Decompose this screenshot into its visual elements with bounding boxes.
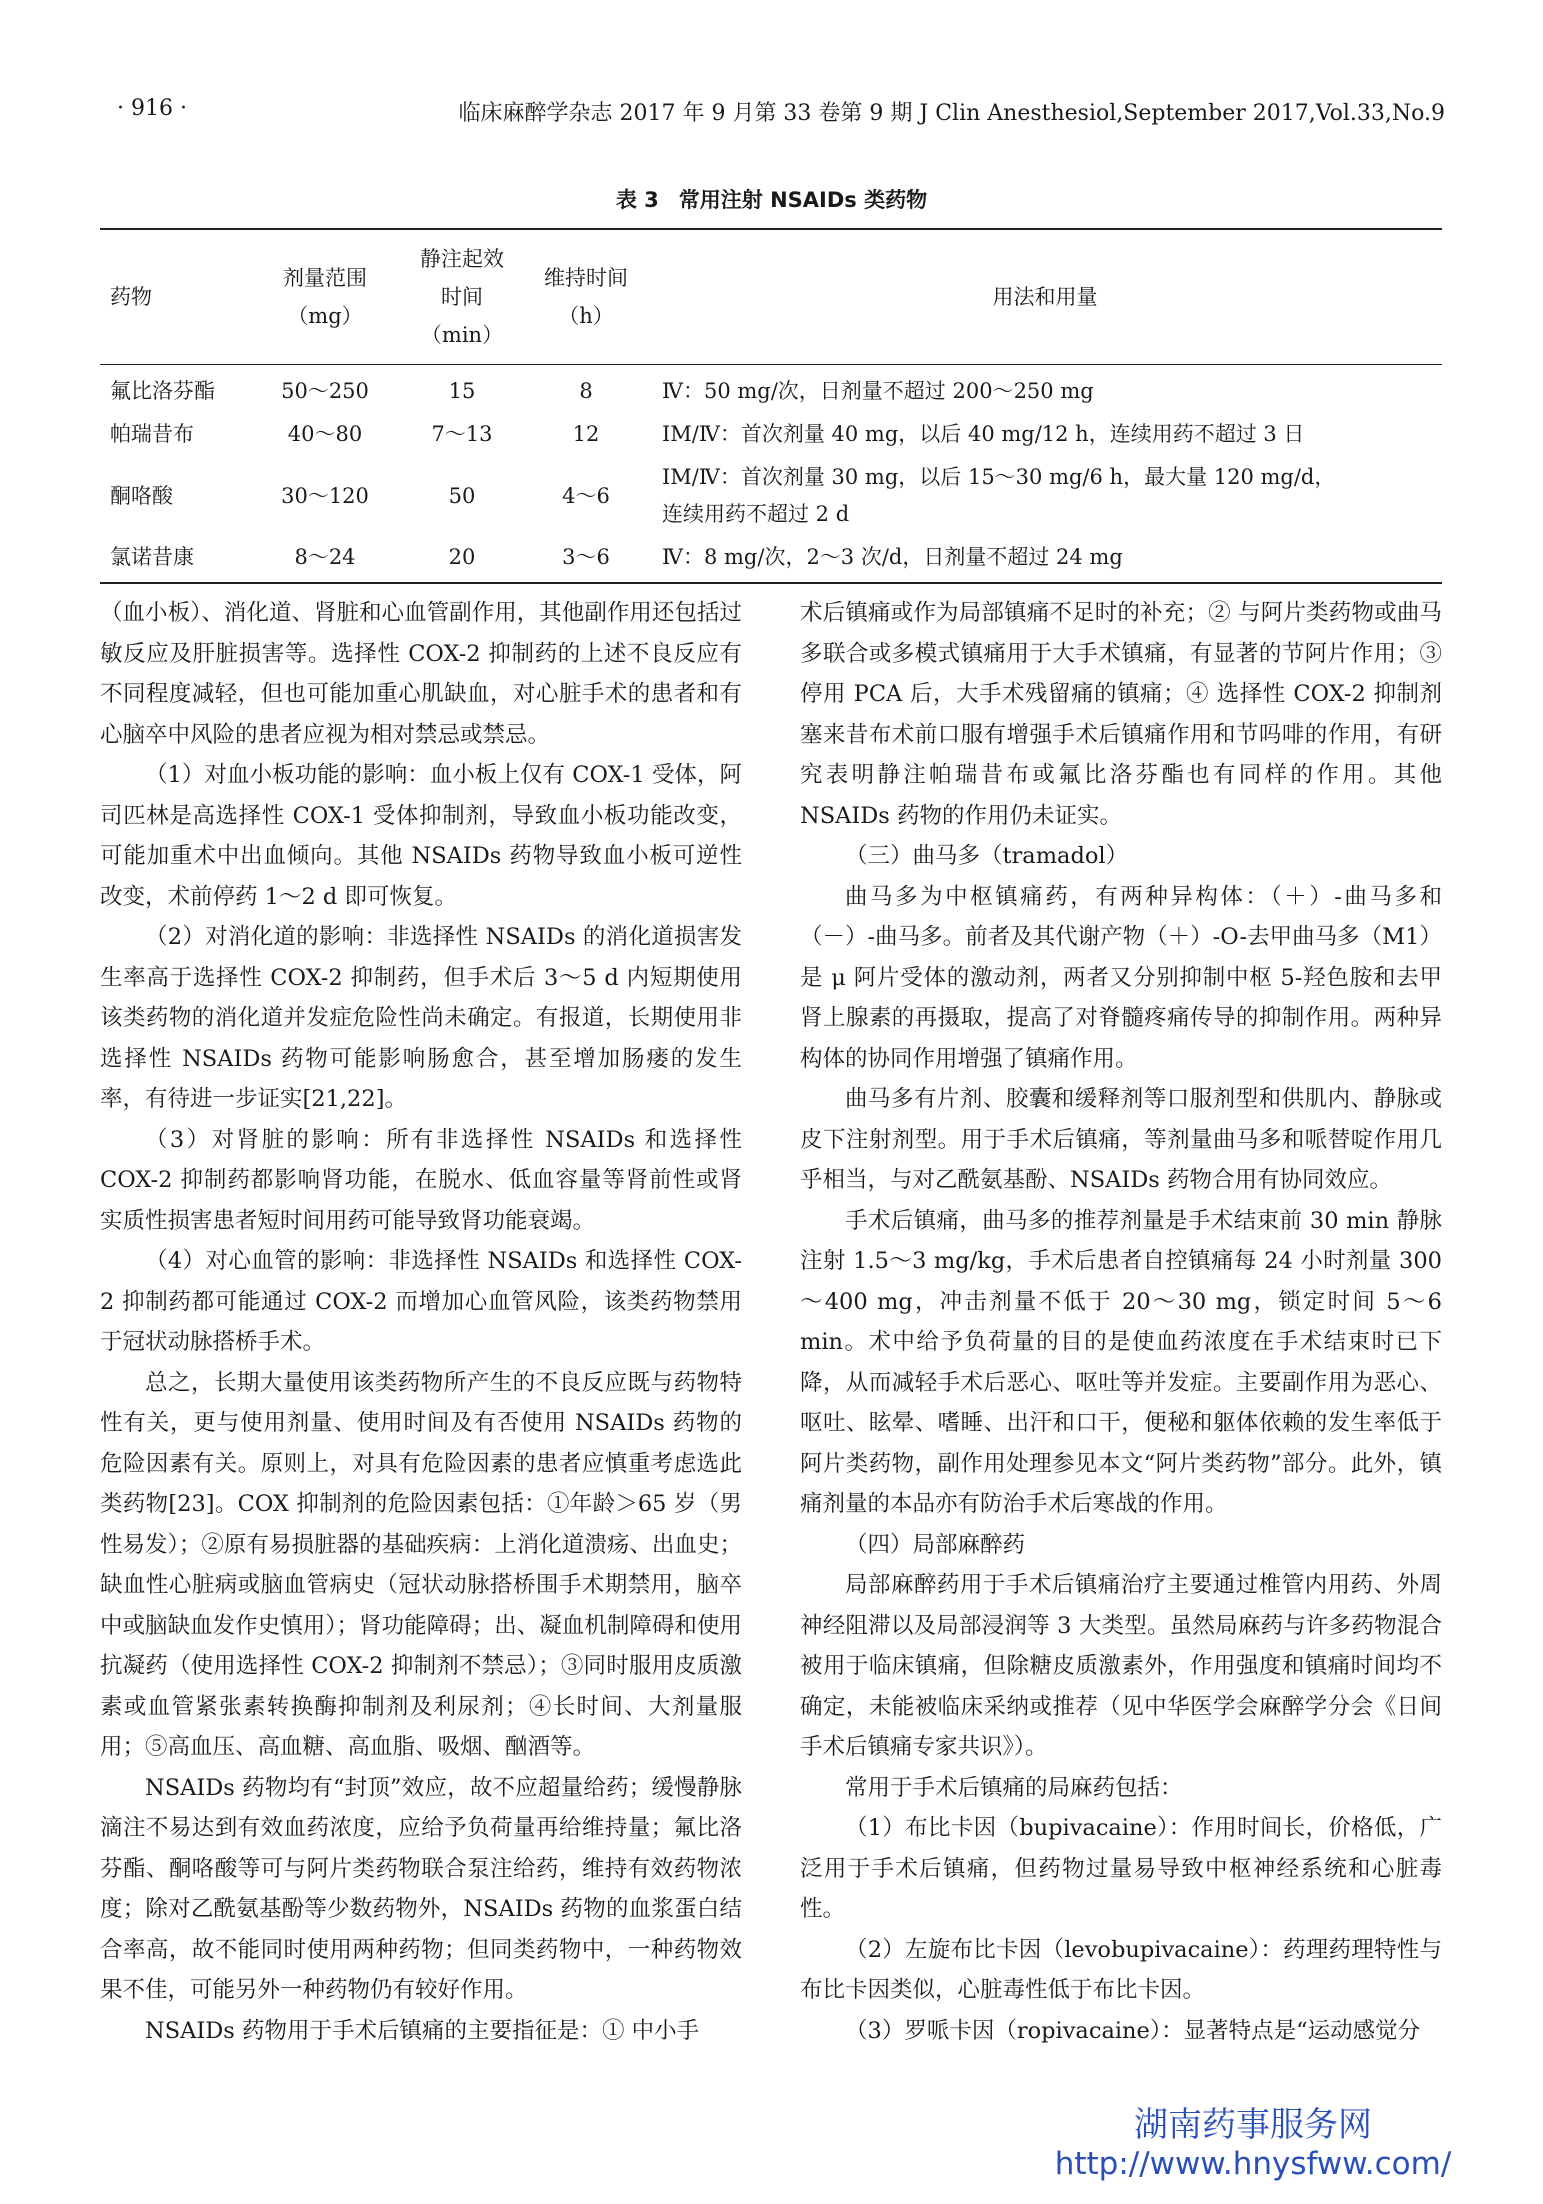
cell-dose: 50～250 bbox=[281, 379, 369, 403]
cell-dose: 8～24 bbox=[294, 545, 356, 569]
body-paragraph: NSAIDs 药物用于手术后镇痛的主要指征是：① 中小手 bbox=[145, 2017, 700, 2044]
header-dose-range: 剂量范围 （mg） bbox=[250, 229, 400, 365]
cell-dose: 40～80 bbox=[287, 422, 363, 446]
body-paragraph: 曲马多有片剂、胶囊和缓释剂等口服剂型和供肌内、静脉或皮下注射剂型。用于手术后镇痛，等剂量曲马多和哌替啶作用几乎相当，与对乙酰氨基酚、NSAIDs 药物合用有协同效应。 bbox=[800, 1086, 1442, 1193]
cell-dose: 30～120 bbox=[281, 483, 369, 508]
body-paragraph: （1）对血小板功能的影响：血小板上仅有 COX-1 受体，阿司匹林是高选择性 COX-1 受体抑制剂，导致血小板功能改变，可能加重术中出血倾向。其他 NSAIDs 药物导致血小板可逆性改变，术前停药 1～2 d 即可恢复。 bbox=[100, 762, 742, 910]
cell-onset: 50 bbox=[448, 483, 476, 508]
body-paragraph: （3）对肾脏的影响：所有非选择性 NSAIDs 和选择性 COX-2 抑制药都影响肾功能，在脱水、低血容量等肾前性或肾实质性损害患者短时间用药可能导致肾功能衰竭。 bbox=[100, 1126, 742, 1234]
cell-onset: 15 bbox=[448, 379, 476, 403]
body-paragraph: 局部麻醉药用于手术后镇痛治疗主要通过椎管内用药、外周神经阻滞以及局部浸润等 3 大类型。虽然局麻药与许多药物混合被用于临床镇痛，但除糖皮质激素外，作用强度和镇痛时间均不确定，未能被临床采纳或推荐（见中华医学会麻醉学分会《日间手术后镇痛专家共识》）。 bbox=[800, 1572, 1442, 1760]
body-paragraph: NSAIDs 药物均有“封顶”效应，故不应超量给药；缓慢静脉滴注不易达到有效血药浓度，应给予负荷量再给维持量；氟比洛芬酯、酮咯酸等可与阿片类药物联合泵注给药，维持有效药物浓度；除对乙酰氨基酚等少数药物外，NSAIDs 药物的血浆蛋白结合率高，故不能同时使用两种药物；但同类药物中，一种药物效果不佳，可能另外一种药物仍有较好作用。 bbox=[100, 1774, 742, 2003]
table-row bbox=[100, 456, 1442, 536]
table-header-row bbox=[100, 229, 1442, 365]
cell-onset: 7～13 bbox=[431, 422, 493, 446]
header-usage: 用法和用量 bbox=[648, 229, 1442, 365]
cell-duration: 12 bbox=[572, 422, 600, 446]
header-duration: 维持时间 （h） bbox=[524, 229, 648, 365]
cell-duration: 4～6 bbox=[562, 483, 610, 508]
cell-drug: 氯诺昔康 bbox=[110, 545, 194, 569]
running-header bbox=[117, 92, 1445, 128]
header-drug: 药物 bbox=[100, 229, 250, 365]
body-paragraph: 术后镇痛或作为局部镇痛不足时的补充；② 与阿片类药物或曲马多联合或多模式镇痛用于大手术镇痛，有显著的节阿片作用；③ 停用 PCA 后，大手术残留痛的镇痛；④ 选择性 COX-2 抑制剂塞来昔布术前口服有增强手术后镇痛作用和节吗啡的作用，有研究表明静注帕瑞昔布或氟比洛芬酯也有同样的作用。其他 NSAIDs 药物的作用仍未证实。 bbox=[800, 600, 1442, 829]
cell-drug: 酮咯酸 bbox=[110, 483, 173, 508]
section-heading: （四）局部麻醉药 bbox=[845, 1531, 1026, 1558]
table-caption bbox=[0, 184, 1543, 214]
table-row bbox=[100, 536, 1442, 583]
cell-usage: IM/Ⅳ：首次剂量 40 mg，以后 40 mg/12 h，连续用药不超过 3 日 bbox=[662, 422, 1305, 446]
section-heading: （三）曲马多（tramadol） bbox=[845, 843, 1129, 869]
table-row bbox=[100, 365, 1442, 414]
cell-drug: 氟比洛芬酯 bbox=[110, 379, 215, 403]
cell-usage: Ⅳ：8 mg/次，2～3 次/d，日剂量不超过 24 mg bbox=[662, 545, 1123, 569]
nsaids-table bbox=[100, 228, 1442, 584]
body-paragraph: （2）左旋布比卡因（levobupivacaine）：药理药理特性与布比卡因类似，心脏毒性低于布比卡因。 bbox=[800, 1936, 1442, 2003]
body-paragraph: （4）对心血管的影响：非选择性 NSAIDs 和选择性 COX-2 抑制药都可能通过 COX-2 而增加心血管风险，该类药物禁用于冠状动脉搭桥手术。 bbox=[100, 1248, 742, 1355]
watermark-site-name: 湖南药事服务网 bbox=[1134, 2105, 1372, 2145]
body-paragraph: （血小板）、消化道、肾脏和心血管副作用，其他副作用还包括过敏反应及肝脏损害等。选择性 COX-2 抑制药的上述不良反应有不同程度减轻，但也可能加重心肌缺血，对心脏手术的患者和有心脑卒中风险的患者应视为相对禁忌或禁忌。 bbox=[100, 600, 742, 748]
cell-onset: 20 bbox=[448, 545, 476, 569]
table-label: 表 3 bbox=[615, 188, 659, 212]
left-column bbox=[100, 593, 742, 2051]
table-title: 常用注射 NSAIDs 类药物 bbox=[678, 188, 928, 212]
body-paragraph: 曲马多为中枢镇痛药，有两种异构体：（＋）-曲马多和（－）-曲马多。前者及其代谢产物（＋）-O-去甲曲马多（M1）是 μ 阿片受体的激动剂，两者又分别抑制中枢 5-羟色胺和去甲肾上腺素的再摄取，提高了对脊髓疼痛传导的抑制作用。两种异构体的协同作用增强了镇痛作用。 bbox=[800, 883, 1442, 1072]
header-onset: 静注起效 时间（min） bbox=[400, 229, 524, 365]
body-paragraph: （2）对消化道的影响：非选择性 NSAIDs 的消化道损害发生率高于选择性 COX-2 抑制药，但手术后 3～5 d 内短期使用该类药物的消化道并发症危险性尚未确定。有报道，长期使用非选择性 NSAIDs 药物可能影响肠愈合，甚至增加肠瘘的发生率，有待进一步证实[21,22]。 bbox=[100, 924, 742, 1112]
body-paragraph: 常用于手术后镇痛的局麻药包括： bbox=[845, 1774, 1183, 1801]
watermark bbox=[1043, 2105, 1463, 2183]
table-row bbox=[100, 413, 1442, 456]
cell-usage: Ⅳ：50 mg/次，日剂量不超过 200～250 mg bbox=[662, 379, 1094, 403]
journal-citation: 临床麻醉学杂志 2017 年 9 月第 33 卷第 9 期 J Clin Anesthesiol,September 2017,Vol.33,No.9 bbox=[458, 101, 1445, 126]
body-paragraph: 总之，长期大量使用该类药物所产生的不良反应既与药物特性有关，更与使用剂量、使用时间及有否使用 NSAIDs 药物的危险因素有关。原则上，对具有危险因素的患者应慎重考虑选此类药物[23]。COX 抑制剂的危险因素包括：①年龄＞65 岁（男性易发）；②原有易损脏器的基础疾病：上消化道溃疡、出血史；缺血性心脏病或脑血管病史（冠状动脉搭桥围手术期禁用，脑卒中或脑缺血发作史慎用）；肾功能障碍；出、凝血机制障碍和使用抗凝药（使用选择性 COX-2 抑制剂不禁忌）；③同时服用皮质激素或血管紧张素转换酶抑制剂及利尿剂；④长时间、大剂量服用；⑤高血压、高血糖、高血脂、吸烟、酗酒等。 bbox=[100, 1369, 742, 1760]
watermark-url: http://www.hnysfww.com/ bbox=[1054, 2146, 1452, 2182]
body-paragraph: 手术后镇痛，曲马多的推荐剂量是手术结束前 30 min 静脉注射 1.5～3 mg/kg，手术后患者自控镇痛每 24 小时剂量 300～400 mg，冲击剂量不低于 20～30 mg，锁定时间 5～6 min。术中给予负荷量的目的是使血药浓度在手术结束时已下降，从而减轻手术后恶心、呕吐等并发症。主要副作用为恶心、呕吐、眩晕、嗜睡、出汗和口干，便秘和躯体依赖的发生率低于阿片类药物，副作用处理参见本文“阿片类药物”部分。此外，镇痛剂量的本品亦有防治手术后寒战的作用。 bbox=[800, 1207, 1442, 1517]
right-column bbox=[800, 593, 1442, 2051]
body-paragraph: （3）罗哌卡因（ropivacaine）：显著特点是“运动感觉分 bbox=[845, 2017, 1421, 2044]
cell-usage: IM/Ⅳ：首次剂量 30 mg，以后 15～30 mg/6 h，最大量 120 mg/d， 连续用药不超过 2 d bbox=[662, 465, 1336, 526]
cell-duration: 8 bbox=[579, 379, 593, 403]
cell-drug: 帕瑞昔布 bbox=[110, 422, 194, 446]
body-paragraph: （1）布比卡因（bupivacaine）：作用时间长，价格低，广泛用于手术后镇痛，但药物过量易导致中枢神经系统和心脏毒性。 bbox=[800, 1815, 1442, 1922]
page-number: · 916 · bbox=[117, 96, 187, 121]
cell-duration: 3～6 bbox=[562, 545, 610, 569]
